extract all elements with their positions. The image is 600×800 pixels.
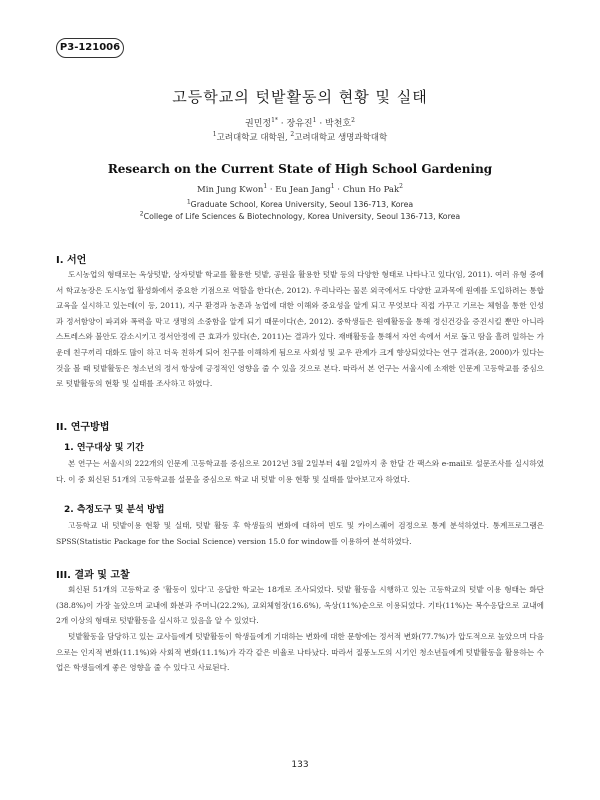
- author-affiliation-mark: 1: [312, 117, 317, 124]
- korean-authors: [0, 116, 600, 129]
- author-name: 권민정: [245, 119, 272, 129]
- results-paragraph-2: 텃밭활동을 담당하고 있는 교사들에게 텃밭활동이 학생들에게 기대하는 변화에 대한 문항에는 정서적 변화(77.7%)가 압도적으로 높았으며 다음으로는 인지적 변화(11.1%)와 사회적 변화(11.1%)가 각각 같은 비율로 나타났다. 따라서 질풍노도의 시기인 청소년들에게 텃밭활동을 활용하는 수업은 학생들에게 좋은 영향을 줄 수 있다고 사료된다.: [56, 632, 544, 673]
- english-title: Research on the Current State of High School Gardening: [107, 162, 493, 176]
- affiliation-number: 1: [212, 131, 217, 139]
- affiliation-number: 1: [186, 198, 191, 206]
- author-affiliation-mark: 1: [330, 183, 335, 191]
- author-affiliation-mark: 2: [351, 117, 355, 124]
- abstract-id-badge: P3-121006: [56, 38, 124, 58]
- author-name: 장유진: [286, 119, 313, 129]
- author-affiliation-mark: 1*: [271, 117, 278, 124]
- author-name: Chun Ho Pak: [342, 185, 400, 195]
- subjects-paragraph: 본 연구는 서울시의 222개의 인문계 고등학교를 중심으로 2012년 3월 2일부터 4월 2일까지 총 한달 간 팩스와 e-mail로 설문조사를 실시하였다. 이 중 회신된 51개의 고등학교를 설문을 중심으로 학교 내 텃밭 이용 현황 및 실태를 알아보고자 하였다.: [56, 459, 544, 484]
- author-name: 박천호: [325, 119, 352, 129]
- author-separator: ·: [267, 185, 276, 195]
- author-affiliation-mark: 2: [399, 183, 403, 191]
- affiliation-number: 2: [139, 210, 144, 218]
- page-number: 133: [291, 760, 309, 770]
- author-separator: ·: [277, 119, 287, 129]
- introduction-paragraph: 도시농업의 형태로는 옥상텃밭, 상자텃밭 학교를 활용한 텃밭, 공원을 활용한 텃밭 등의 다양한 형태로 나타나고 있다(임, 2011). 여러 유형 중에서 학교농장은 도시농업 활성화에서 중요한 기점으로 역할을 한다(손, 2012). 우리나라는 물론 외국에서도 다양한 교과목에 원예를 도입하려는 통합교육을 실시하고 있는데(이 등, 2011), 지구 환경과 농촌과 농업에 대한 이해와 중요성을 알게 되고 무엇보다 직접 가꾸고 기르는 체험을 통한 인성과 정서함양이 파괴와 폭력을 막고 생명의 소중함을 알게 되기 때문이다(손, 2012). 중학생들은 원예활동을 통해 정신건강을 증진시킬 뿐만 아니라 스트레스와 불안도 감소시키고 정서안정에 큰 효과가 있다(손, 2011)는 결과가 있다. 재배활동을 통해서 자연 속에서 서로 돕고 땀을 흘려 일하는 가운데 친구끼리 대화도 많이 하고 더욱 친하게 되어 친구를 이해하게 됨으로 사회성 및 교우 관계가 크게 향상되었다는 연구 결과(윤, 2000)가 있다는 것을 볼 때 텃밭활동은 청소년의 정서 항상에 긍정적인 영향을 줄 수 있을 것으로 본다. 따라서 본 연구는 서울시에 소재한 인문계 고등학교를 중심으로 텃밭활동의 현황 및 실태를 조사하고 하였다.: [56, 270, 544, 389]
- affiliation-number: 2: [290, 131, 295, 139]
- author-affiliation-mark: 1: [263, 183, 268, 191]
- section-heading-introduction: I. 서언: [56, 255, 87, 266]
- affiliation-text: 고려대학교 생명과학대학: [294, 133, 388, 143]
- affiliation-text: 고려대학교 대학원,: [216, 133, 291, 143]
- korean-title: 고등학교의 텃밭활동의 현황 및 실태: [172, 88, 428, 106]
- subsection-heading-measurement: 2. 측정도구 및 분석 방법: [64, 505, 165, 515]
- korean-affiliations: [0, 131, 600, 143]
- author-name: Eu Jean Jang: [275, 185, 331, 195]
- section-heading-methods: II. 연구방법: [56, 422, 110, 433]
- author-separator: ·: [316, 119, 326, 129]
- section-heading-results: III. 결과 및 고찰: [56, 570, 130, 581]
- english-affiliation-2: [0, 212, 600, 221]
- english-authors: [0, 185, 600, 195]
- affiliation-text: College of Life Sciences & Biotechnology, Korea University, Seoul 136-713, Korea: [143, 212, 461, 221]
- author-separator: ·: [334, 185, 343, 195]
- results-paragraph-1: 회신된 51개의 고등학교 중 '활동이 있다'고 응답한 학교는 18개로 조사되었다. 텃밭 활동을 시행하고 있는 고등학교의 텃밭 이용 형태는 화단(38.8%)이 가장 높았으며 교내에 화분과 주머니(22.2%), 교외체험장(16.6%), 옥상(11%)순으로 이용되었다. 기타(11%)는 복수응답으로 교내에 2개 이상의 형태로 텃밭활동을 실시하고 있음을 알 수 있었다.: [56, 585, 544, 626]
- author-name: Min Jung Kwon: [197, 185, 264, 195]
- affiliation-text: Graduate School, Korea University, Seoul 136-713, Korea: [190, 200, 414, 209]
- measurement-paragraph: 고등학교 내 텃밭이용 현황 및 실태, 텃밭 활동 후 학생들의 변화에 대하여 빈도 및 카이스퀘어 검정으로 통계 분석하였다. 통계프로그램은 SPSS(Statistic Package for the Social Science) version 15.0 for window를 이용하여 분석하였다.: [56, 521, 544, 546]
- english-affiliation-1: [0, 200, 600, 209]
- subsection-heading-subjects: 1. 연구대상 및 기간: [64, 443, 144, 453]
